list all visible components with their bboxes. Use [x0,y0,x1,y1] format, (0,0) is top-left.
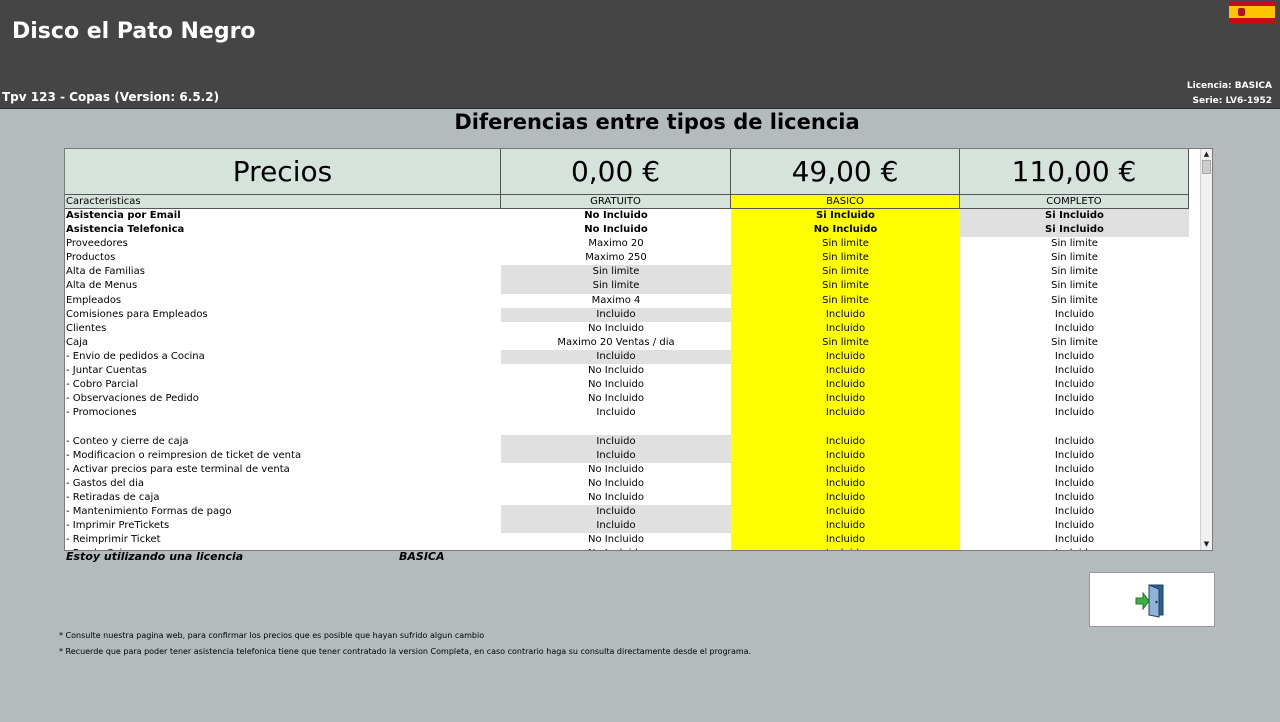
exit-button[interactable] [1089,572,1215,627]
completo-cell: Incluido [1054,350,1095,362]
note-phone-support: * Recuerde que para poder tener asistencia telefonica tiene que tener contratado la version Completa, en caso contrario haga su consulta directamente desde el programa. [59,647,752,656]
table-row [65,279,1189,293]
gratuito-cell: Incluido [501,435,731,449]
exit-door-icon [1135,582,1169,618]
license-info [1187,79,1272,109]
table-row [65,350,1189,364]
gratuito-cell: Incluido [596,407,636,419]
completo-cell: Incluido [1054,407,1095,419]
serial-number: Serie: LV6-1952 [1192,96,1272,106]
table-row [65,378,1189,392]
basico-cell: Incluido [731,533,960,547]
license-type: Licencia: BASICA [1186,81,1272,91]
basico-cell: Sin limite [731,294,960,308]
basico-cell: Sin limite [731,237,960,251]
gratuito-cell: No Incluido [588,491,644,503]
completo-cell: Sin limite [1051,252,1098,264]
table-row [65,251,1189,265]
scroll-down-arrow-icon[interactable]: ▼ [1203,540,1210,548]
completo-cell: Incluido [1054,477,1095,489]
feature-cell: - Imprimir PreTickets [66,520,170,532]
basico-cell: Sin limite [731,265,960,279]
completo-cell: Sin limite [1051,238,1098,250]
basico-cell: Incluido [731,350,960,364]
completo-cell: Incluido [1054,520,1095,532]
table-row [65,265,1189,279]
app-title: Disco el Pato Negro [12,19,256,44]
app-header [0,0,1280,109]
table-row [65,463,1189,477]
feature-cell: - Gastos del dia [66,477,145,489]
table-row [65,223,1189,237]
feature-cell: Comisiones para Empleados [66,308,208,320]
completo-cell: Incluido [1054,379,1095,391]
page-title: Diferencias entre tipos de licencia [454,110,860,134]
column-header-gratuito: GRATUITO [501,195,731,209]
table-row [65,449,1189,463]
table-row [65,294,1189,308]
basico-cell: Sin limite [731,251,960,265]
basico-cell: Sin limite [731,336,960,350]
column-header-feature: Caracteristicas [65,195,501,209]
feature-cell: - Activar precios para este terminal de venta [66,463,290,475]
completo-cell [960,547,1189,551]
gratuito-cell: Maximo 4 [591,294,641,306]
table-row [65,477,1189,491]
basico-cell: Incluido [731,406,960,434]
basico-cell: Incluido [731,449,960,463]
gratuito-cell: Incluido [501,505,731,519]
gratuito-cell: Sin limite [501,279,731,293]
basico-cell [731,547,960,551]
spain-flag-icon[interactable] [1229,1,1275,23]
feature-cell: - Retiradas de caja [66,491,160,503]
gratuito-cell: No Incluido [588,322,644,334]
gratuito-cell: Maximo 20 Ventas / dia [557,336,675,348]
table-row [65,322,1189,336]
feature-cell: - Modificacion o reimpresion de ticket de venta [66,449,302,461]
gratuito-cell: No Incluido [588,365,644,377]
table-row [65,392,1189,406]
gratuito-cell: No Incluido [588,393,644,405]
basico-cell: Incluido [731,364,960,378]
completo-cell: Incluido [1054,463,1095,475]
column-header-basico: BASICO [731,195,960,209]
column-header-completo: COMPLETO [960,195,1189,209]
feature-cell: Alta de Menus [66,280,138,292]
completo-cell: Incluido [1054,365,1095,377]
completo-cell: Incluido [1054,393,1095,405]
feature-cell: Asistencia Telefonica [66,224,185,236]
gratuito-cell: Incluido [501,350,731,364]
basico-cell: Incluido [731,378,960,392]
gratuito-cell: No Incluido [584,210,648,221]
basico-cell: No Incluido [731,223,960,237]
basico-cell: Incluido [731,477,960,491]
feature-cell: Proveedores [66,238,128,250]
gratuito-cell: Sin limite [501,265,731,279]
gratuito-cell: No Incluido [588,379,644,391]
price-completo: 110,00 € [960,149,1189,195]
license-comparison-grid[interactable] [64,148,1213,551]
table-row [65,336,1189,350]
feature-cell: - Reimprimir Ticket [66,534,161,546]
completo-cell: Sin limite [1051,280,1098,292]
feature-cell: - Conteo y cierre de caja [66,435,189,447]
price-label: Precios [65,149,501,195]
completo-cell: Incluido [1054,308,1095,320]
completo-cell: Incluido [1054,449,1095,461]
completo-cell: Incluido [1054,491,1095,503]
table-row [65,505,1189,519]
basico-cell: Incluido [731,505,960,519]
table-row [65,237,1189,251]
gratuito-cell: Incluido [501,449,731,463]
basico-cell: Incluido [731,392,960,406]
price-row [65,149,1189,195]
basico-cell: Incluido [731,519,960,533]
basico-cell: Sin limite [731,279,960,293]
table-row [65,406,1189,434]
feature-cell: - Promociones [66,407,137,419]
basico-cell: Incluido [731,491,960,505]
feature-cell: Alta de Familias [66,266,145,278]
basico-cell: Incluido [731,463,960,477]
note-prices: * Consulte nuestra pagina web, para confirmar los precios que es posible que hayan sufrido algun cambio [59,631,485,640]
completo-cell: Sin limite [1051,294,1098,306]
license-status-value: BASICA [399,550,445,563]
table-row [65,533,1189,547]
feature-cell: Asistencia por Email [66,210,181,221]
gratuito-cell: Incluido [501,308,731,322]
completo-cell: Si Incluido [960,223,1189,237]
price-basico: 49,00 € [731,149,960,195]
completo-cell: Incluido [1054,505,1095,517]
feature-cell: Caja [66,336,89,348]
table-row [65,209,1189,223]
feature-cell: - Envio de pedidos a Cocina [66,350,205,362]
gratuito-cell: Maximo 20 [588,238,644,250]
table-row [65,364,1189,378]
completo-cell: Si Incluido [960,209,1189,223]
feature-cell: Clientes [66,322,107,334]
table-row [65,519,1189,533]
basico-cell: Incluido [731,322,960,336]
gratuito-cell: No Incluido [584,224,648,236]
feature-cell: - Observaciones de Pedido [66,393,199,405]
gratuito-cell: No Incluido [588,463,644,475]
feature-cell: - Juntar Cuentas [66,365,147,377]
gratuito-cell [501,547,731,551]
feature-cell: Productos [66,252,116,264]
completo-cell: Sin limite [1051,336,1098,348]
completo-cell: Incluido [1054,534,1095,546]
completo-cell: Incluido [1054,322,1095,334]
gratuito-cell: No Incluido [588,477,644,489]
table-body [65,209,1189,551]
price-gratuito: 0,00 € [501,149,731,195]
feature-cell: - Mantenimiento Formas de pago [66,505,232,517]
table-row [65,491,1189,505]
vertical-scrollbar[interactable] [1200,149,1212,550]
gratuito-cell: No Incluido [588,534,644,546]
basico-cell: Incluido [731,435,960,449]
gratuito-cell: Incluido [501,519,731,533]
basico-cell: Incluido [731,308,960,322]
column-header-row [65,195,1189,209]
table-row [65,435,1189,449]
feature-cell: Empleados [66,294,122,306]
basico-cell: Si Incluido [731,209,960,223]
completo-cell: Incluido [1054,435,1095,447]
gratuito-cell: Maximo 250 [585,252,647,264]
feature-cell: - Cobro Parcial [66,379,139,391]
completo-cell: Sin limite [1051,266,1098,278]
license-status-label: Estoy utilizando una licencia [66,550,244,563]
scroll-up-arrow-icon[interactable]: ▲ [1203,150,1210,158]
app-version: Tpv 123 - Copas (Version: 6.5.2) [2,90,220,104]
table-row [65,308,1189,322]
scroll-thumb[interactable] [1202,160,1211,174]
